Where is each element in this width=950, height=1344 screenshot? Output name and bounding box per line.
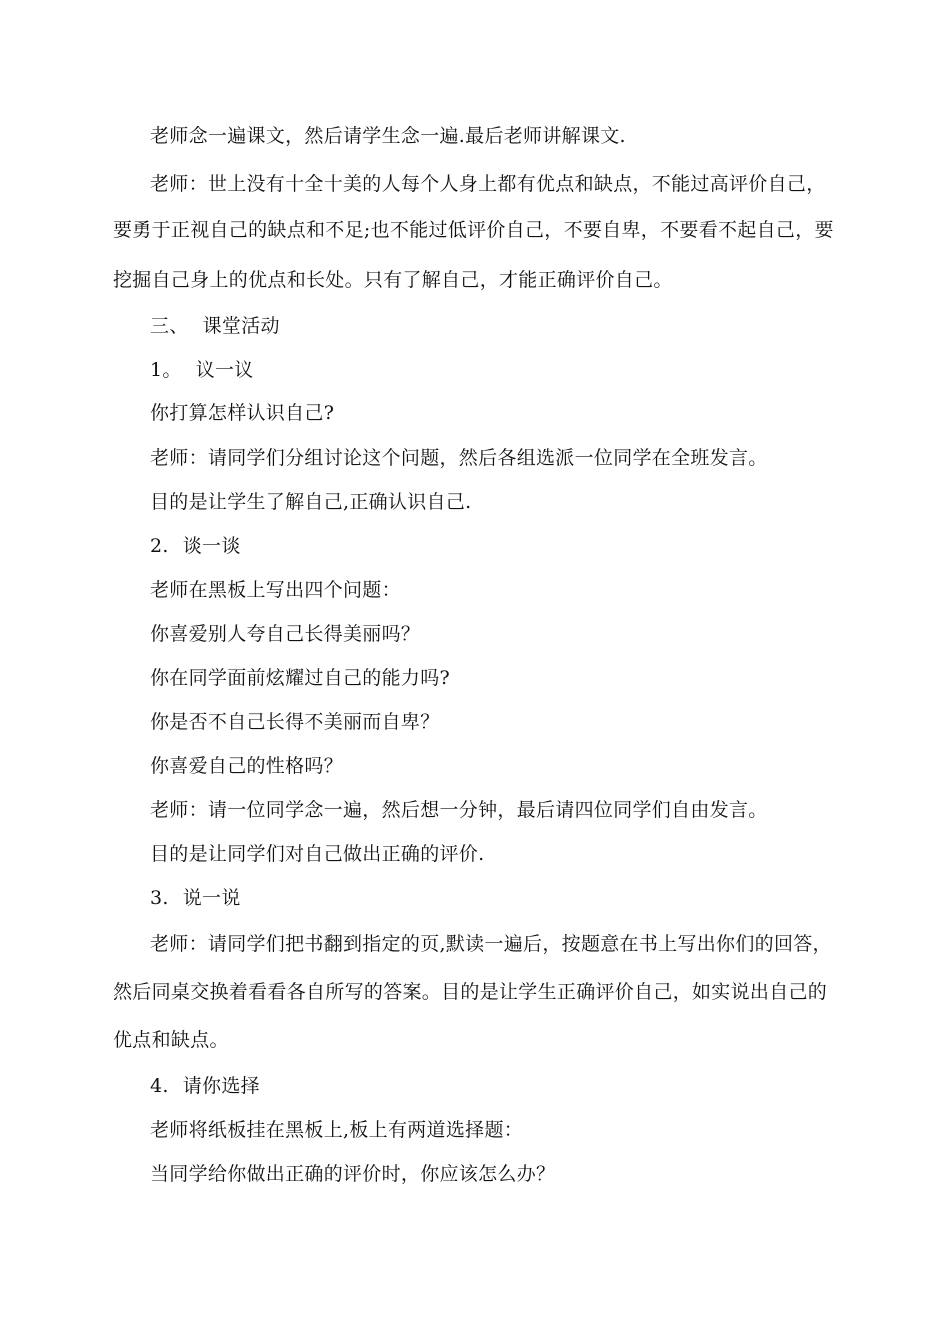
- question-line: 你喜爱自己的性格吗？: [150, 755, 344, 777]
- question-line: 你喜爱别人夸自己长得美丽吗？: [150, 623, 421, 645]
- paragraph-line: 要勇于正视自己的缺点和不足;也不能过低评价自己，不要自卑，不要看不起自己，要: [113, 219, 834, 241]
- paragraph-line: 老师将纸板挂在黑板上,板上有两道选择题：: [150, 1119, 524, 1141]
- question-line: 当同学给你做出正确的评价时，你应该怎么办？: [150, 1163, 556, 1185]
- paragraph-line: 挖掘自己身上的优点和长处。只有了解自己，才能正确评价自己。: [113, 269, 673, 291]
- activity-number: 1。: [150, 359, 182, 381]
- section-title: 课堂活动: [202, 315, 280, 337]
- section-number: 三、: [150, 315, 189, 337]
- paragraph-line: 你打算怎样认识自己?: [150, 402, 335, 424]
- activity-title: 谈一谈: [182, 535, 241, 557]
- activity-title: 请你选择: [182, 1075, 260, 1097]
- activity-title: 说一说: [182, 887, 241, 909]
- activity-title: 议一议: [195, 359, 254, 381]
- paragraph-line: 老师念一遍课文，然后请学生念一遍.最后老师讲解课文.: [150, 125, 626, 147]
- activity-heading: [150, 358, 254, 382]
- paragraph-line: 优点和缺点。: [113, 1029, 229, 1051]
- question-line: 你在同学面前炫耀过自己的能力吗?: [150, 667, 450, 689]
- paragraph-line: 老师：请同学们把书翻到指定的页,默读一遍后，按题意在书上写出你们的回答，: [150, 933, 832, 955]
- activity-heading: [150, 534, 241, 558]
- question-line: 你是否不自己长得不美丽而自卑？: [150, 711, 440, 733]
- activity-number: 3.: [150, 887, 169, 909]
- activity-heading: [150, 1074, 260, 1098]
- paragraph-line: 老师在黑板上写出四个问题：: [150, 579, 401, 601]
- paragraph-line: 老师：请一位同学念一遍，然后想一分钟，最后请四位同学们自由发言。: [150, 799, 768, 821]
- section-heading: [150, 314, 280, 338]
- paragraph-line: 老师：请同学们分组讨论这个问题，然后各组选派一位同学在全班发言。: [150, 447, 768, 469]
- activity-number: 4.: [150, 1075, 169, 1097]
- activity-heading: [150, 886, 241, 910]
- paragraph-line: 然后同桌交换着看看各自所写的答案。目的是让学生正确评价自己，如实说出自己的: [113, 981, 828, 1003]
- paragraph-line: 老师：世上没有十全十美的人每个人身上都有优点和缺点，不能过高评价自己，: [150, 173, 826, 195]
- paragraph-line: 目的是让同学们对自己做出正确的评价.: [150, 843, 485, 865]
- paragraph-line: 目的是让学生了解自己,正确认识自己.: [150, 491, 472, 513]
- activity-number: 2.: [150, 535, 169, 557]
